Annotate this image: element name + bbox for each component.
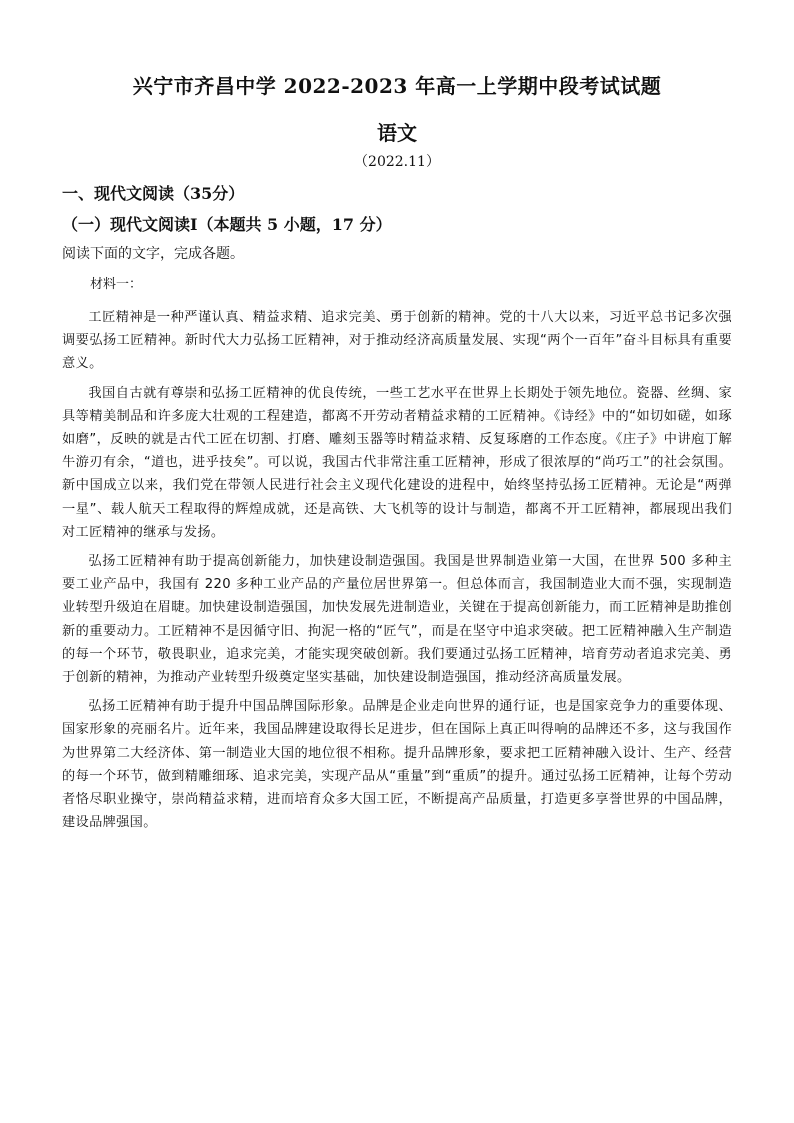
reading-instruction: 阅读下面的文字，完成各题。 — [62, 246, 244, 262]
subject-title: 语文 — [377, 121, 417, 145]
exam-title: 兴宁市齐昌中学 2022-2023 年高一上学期中段考试试题 — [132, 74, 662, 98]
material-label: 材料一： — [90, 277, 143, 292]
paragraph: 我国自古就有尊崇和弘扬工匠精神的优良传统，一些工艺水平在世界上长期处于领先地位。瓷器、丝绸、家具等精美制品和许多庞大壮观的工程建造，都离不开劳动者精益求精的工匠精神。《诗经》中的“如切如磋，如琢如磨”，反映的就是古代工匠在切割、打磨、雕刻玉器等时精益求精、反复琢磨的工作态度。《庄子》中讲庖丁解牛游刃有余，“道也，进乎技矣”。可以说，我国古代非常注重工匠精神，形成了很浓厚的“尚巧工”的社会氛围。新中国成立以来，我们党在带领人民进行社会主义现代化建设的进程中，始终坚持弘扬工匠精神。无论是“两弹一星”、载人航天工程取得的辉煌成就，还是高铁、大飞机等的设计与制造，都离不开工匠精神，都展现出我们对工匠精神的继承与发扬。 — [62, 385, 732, 540]
section-heading: 一、现代文阅读（35分） — [62, 184, 245, 203]
passage-body — [62, 306, 732, 840]
paragraph: 弘扬工匠精神有助于提升中国品牌国际形象。品牌是企业走向世界的通行证，也是国家竞争力的重要体现、国家形象的亮丽名片。近年来，我国品牌建设取得长足进步，但在国际上真正叫得响的品牌还不多，这与我国作为世界第二大经济体、第一制造业大国的地位很不相称。提升品牌形象，要求把工匠精神融入设计、生产、经营的每一个环节，做到精雕细琢、追求完美，实现产品从“重量”到“重质”的提升。通过弘扬工匠精神，让每个劳动者恪尽职业操守，崇尚精益求精，进而培育众多大国工匠，不断提高产品质量，打造更多享誉世界的中国品牌，建设品牌强国。 — [62, 699, 732, 831]
subsection-heading: （一）现代文阅读Ⅰ（本题共 5 小题，17 分） — [62, 215, 392, 234]
exam-date: （2022.11） — [354, 154, 440, 170]
paragraph: 弘扬工匠精神有助于提高创新能力，加快建设制造强国。我国是世界制造业第一大国，在世界 500 多种主要工业产品中，我国有 220 多种工业产品的产量位居世界第一。但总体而言，我国制造业大而不强，实现制造业转型升级迫在眉睫。加快建设制造强国，加快发展先进制造业，关键在于提高创新能力，而工匠精神是助推创新的重要动力。工匠精神不是因循守旧、拘泥一格的“匠气”，而是在坚守中追求突破。把工匠精神融入生产制造的每一个环节，敬畏职业，追求完美，才能实现突破创新。我们要通过弘扬工匠精神，培育劳动者追求完美、勇于创新的精神，为推动产业转型升级奠定坚实基础，加快建设制造强国，推动经济高质量发展。 — [62, 554, 732, 686]
paragraph: 工匠精神是一种严谨认真、精益求精、追求完美、勇于创新的精神。党的十八大以来，习近平总书记多次强调要弘扬工匠精神。新时代大力弘扬工匠精神，对于推动经济高质量发展、实现“两个一百年”奋斗目标具有重要意义。 — [62, 310, 732, 372]
